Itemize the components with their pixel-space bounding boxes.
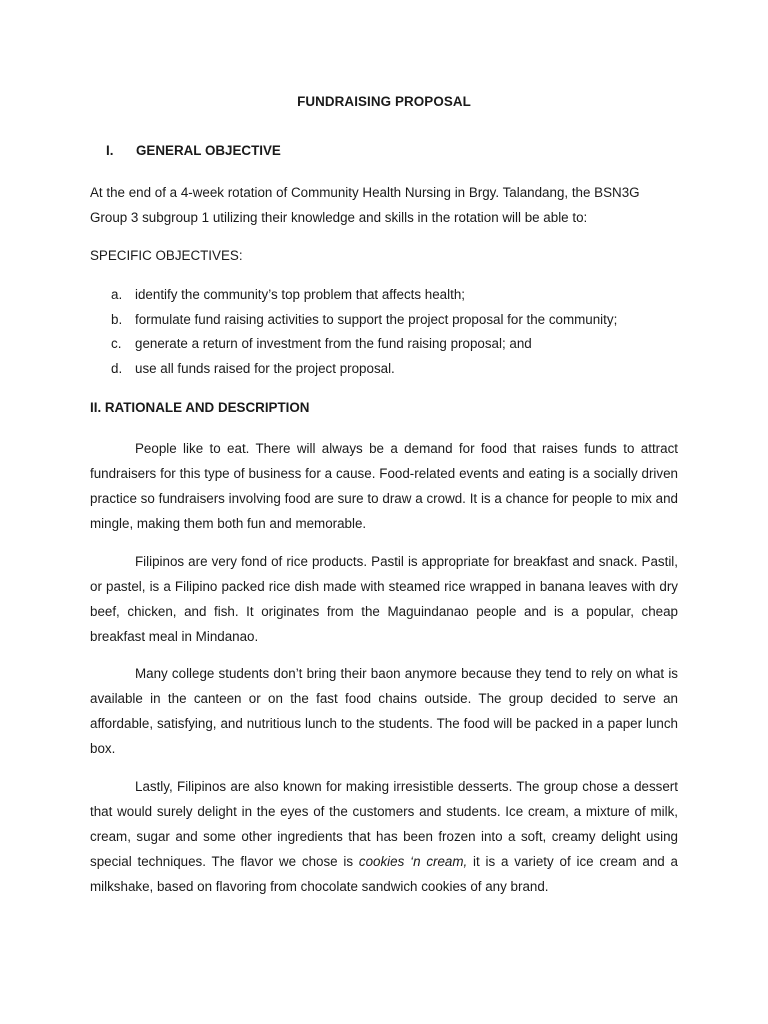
section-heading-general-objective [106, 143, 281, 158]
section-heading-rationale: II. RATIONALE AND DESCRIPTION [90, 400, 310, 415]
list-item-text: formulate fund raising activities to support the project proposal for the community; [135, 311, 618, 327]
list-item-text: identify the community’s top problem that affects health; [135, 287, 465, 302]
paragraph-text: it is a variety of ice cream and a milkshake, based on flavoring from chocolate sandwich cookies of any brand. [90, 854, 678, 894]
rationale-paragraph-3: Many college students don’t bring their baon anymore because they tend to rely on what is available in the canteen or on the fast food chains outside. The group decided to serve an affordable, satisfying, and nutritious lunch to the students. The food will be packed in a paper lunch box. [90, 666, 678, 756]
paragraph-text: Lastly, Filipinos are also known for making irresistible desserts. The group chose a dessert that would surely delight in the eyes of the customers and students. Ice cream, a mixture of milk, cream, sugar and some other ingredients that has been frozen into a soft, creamy delight using special techniques. The flavor we chose is [90, 779, 678, 869]
list-marker: c. [111, 336, 122, 351]
list-marker: b. [111, 311, 123, 327]
list-item [111, 357, 617, 382]
list-item-text: generate a return of investment from the fund raising proposal; and [135, 336, 532, 351]
flavor-name: cookies ‘n cream, [358, 854, 468, 869]
list-item [111, 308, 617, 333]
list-item [111, 283, 617, 308]
list-marker: a. [111, 287, 123, 302]
section-heading-text: GENERAL OBJECTIVE [136, 143, 281, 158]
document-title: FUNDRAISING PROPOSAL [297, 94, 471, 109]
list-marker: d. [111, 360, 123, 376]
list-item-text: use all funds raised for the project proposal. [135, 360, 395, 376]
rationale-paragraph-2: Filipinos are very fond of rice products. Pastil is appropriate for breakfast and snack. Pastil, or pastel, is a Filipino packed rice dish made with steamed rice wrapped in banana leaves with dry beef, chicken, and fish. It originates from the Maguindanao people and is a popular, cheap breakfast meal in Mindanao. [90, 554, 678, 644]
section-number: I. [106, 143, 114, 158]
general-objective-paragraph: At the end of a 4-week rotation of Community Health Nursing in Brgy. Talandang, the BSN3G Group 3 subgroup 1 utilizing their knowledge and skills in the rotation will be able to: [90, 185, 640, 225]
list-item [111, 332, 617, 357]
specific-objectives-list [111, 283, 617, 381]
rationale-paragraph-4 [90, 774, 678, 899]
rationale-paragraph-1: People like to eat. There will always be a demand for food that raises funds to attract fundraisers for this type of business for a cause. Food-related events and eating is a socially driven practice so fundraisers involving food are sure to draw a crowd. It is a chance for people to mix and mingle, making them both fun and memorable. [90, 441, 678, 531]
specific-objectives-label: SPECIFIC OBJECTIVES: [90, 248, 243, 263]
